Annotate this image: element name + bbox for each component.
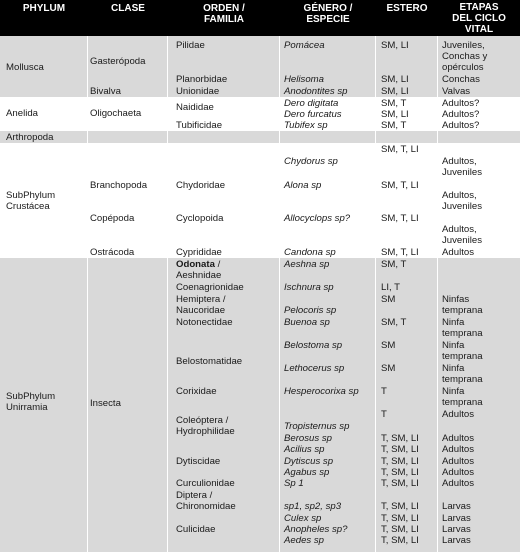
estero-sp1-sp2-sp3: T, SM, LI [381,501,419,512]
genus-candona: Candona sp [284,247,336,258]
etapa-allocyclops: Adultos, Juveniles [442,224,482,246]
estero-coleoptera: T [381,409,387,420]
genus-dero-furcatus: Dero furcatus [284,109,342,120]
genus-sp1-sp2-sp3: sp1, sp2, sp3 [284,501,342,512]
estero-pelocoris: SM [381,294,396,305]
etapa-anopheles: Larvas [442,524,471,535]
estero-alona: SM, T, LI [381,180,419,191]
family-naididae: Naididae [176,102,214,113]
genus-anodontites: Anodontites sp [284,86,348,97]
etapa-sp1: Adultos [442,478,474,489]
family-chydoridae: Chydoridae [176,180,226,191]
order-hemiptera: Hemiptera / [176,294,226,305]
class-ostracoda: Ostrácoda [90,247,135,258]
genus-berosus: Berosus sp [284,433,332,444]
table-header [0,0,520,36]
genus-ischnura: Ischnura sp [284,282,334,293]
family-cyclopoida: Cyclopoida [176,213,224,224]
etapa-coleoptera: Adultos [442,409,474,420]
etapa-culex: Larvas [442,513,471,524]
genus-acilius: Acilius sp [284,444,325,455]
genus-buenoa: Buenoa sp [284,317,330,328]
estero-candona: SM, T, LI [381,247,419,258]
estero-hesperocorixa: T [381,386,387,397]
etapa-pelocoris: Ninfas temprana [442,294,483,316]
genus-aedes: Aedes sp [284,535,325,546]
genus-sp1: Sp 1 [284,478,304,489]
estero-helisoma: SM, LI [381,74,409,85]
etapa-sp1-sp2-sp3: Larvas [442,501,471,512]
estero-aedes: T, SM, LI [381,535,419,546]
estero-tubifex: SM, T [381,120,407,131]
family-coenagrionidae: Coenagrionidae [176,282,244,293]
genus-chydorus: Chydorus sp [284,156,338,167]
etapa-lethocerus: Ninfa temprana [442,363,483,385]
family-tubificidae: Tubificidae [176,120,223,131]
estero-anopheles: T, SM, LI [381,524,419,535]
genus-alona: Alona sp [284,180,322,191]
genus-agabus: Agabus sp [284,467,330,478]
estero-pomacea: SM, LI [381,40,409,51]
family-belostomatidae: Belostomatidae [176,356,243,367]
family-unionidae: Unionidae [176,86,220,97]
etapa-helisoma: Conchas [442,74,480,85]
family-pilidae: Pilidae [176,40,205,51]
etapa-alona: Adultos, Juveniles [442,190,482,212]
family-cyprididae: Cyprididae [176,247,222,258]
genus-lethocerus: Lethocerus sp [284,363,345,374]
header-etapas: ETAPAS DEL CICLO VITAL [452,2,506,35]
genus-hesperocorixa: Hesperocorixa sp [284,386,359,397]
header-orden-familia: ORDEN / FAMILIA [203,3,245,25]
estero-dero-digitata: SM, T [381,98,407,109]
order-coleoptera: Coleóptera / [176,415,229,426]
class-bivalva: Bivalva [90,86,121,97]
column-divider [167,36,168,552]
etapa-candona: Adultos [442,247,474,258]
estero-sp1: T, SM, LI [381,478,419,489]
etapa-pomacea: Juveniles, Conchas y opérculos [442,40,488,73]
genus-dero-digitata: Dero digitata [284,98,339,109]
estero-buenoa: SM, T [381,317,407,328]
header-phylum: PHYLUM [22,3,66,14]
column-divider [437,36,438,552]
order-odonata: Odonata / [176,259,221,270]
family-hydrophilidae: Hydrophilidae [176,426,235,437]
column-divider [279,36,280,552]
phylum-anelida: Anelida [6,108,39,119]
genus-belostoma: Belostoma sp [284,340,343,351]
estero-belostoma: SM [381,340,396,351]
etapa-hesperocorixa: Ninfa temprana [442,386,483,408]
class-oligochaeta: Oligochaeta [90,108,142,119]
etapa-chydorus: Adultos, Juveniles [442,156,482,178]
estero-acilius: T, SM, LI [381,444,419,455]
estero-berosus: T, SM, LI [381,433,419,444]
subphylum-crustacea: SubPhylum Crustácea [6,190,56,212]
column-divider [375,36,376,552]
genus-dytiscus: Dytiscus sp [284,456,334,467]
etapa-dero-digitata: Adultos? [442,98,480,109]
estero-dytiscus: T, SM, LI [381,456,419,467]
family-corixidae: Corixidae [176,386,217,397]
etapa-anodontites: Valvas [442,86,471,97]
genus-tropisternus: Tropisternus sp [284,421,350,432]
family-chironomidae: Chironomidae [176,501,236,512]
class-gasteropoda: Gasterópoda [90,56,146,67]
etapa-dytiscus: Adultos [442,456,474,467]
estero-dero-furcatus: SM, LI [381,109,409,120]
genus-pelocoris: Pelocoris sp [284,305,337,316]
etapa-berosus: Adultos [442,433,474,444]
phylum-mollusca: Mollusca [6,62,44,73]
estero-ischnura: LI, T [381,282,401,293]
class-copepoda: Copépoda [90,213,135,224]
class-insecta: Insecta [90,398,121,409]
family-aeshnidae: Aeshnidae [176,270,222,281]
family-naucoridae: Naucoridae [176,305,226,316]
estero-lethocerus: SM [381,363,396,374]
genus-tubifex: Tubifex sp [284,120,328,131]
etapa-dero-furcatus: Adultos? [442,109,480,120]
class-branchopoda: Branchopoda [90,180,148,191]
column-divider [87,36,88,552]
estero-agabus: T, SM, LI [381,467,419,478]
genus-allocyclops: Allocyclops sp? [284,213,351,224]
estero-allocyclops: SM, T, LI [381,213,419,224]
etapa-belostoma: Ninfa temprana [442,340,483,362]
etapa-buenoa: Ninfa temprana [442,317,483,339]
etapa-aedes: Larvas [442,535,471,546]
family-notonectidae: Notonectidae [176,317,233,328]
genus-pomacea: Pomácea [284,40,325,51]
estero-culex: T, SM, LI [381,513,419,524]
family-dytiscidae: Dytiscidae [176,456,221,467]
family-curculionidae: Curculionidae [176,478,235,489]
genus-helisoma: Helisoma [284,74,324,85]
estero-aeshna: SM, T [381,259,407,270]
etapa-acilius: Adultos [442,444,474,455]
subphylum-unirramia: SubPhylum Unirramia [6,391,56,413]
family-planorbidae: Planorbidae [176,74,228,85]
header-genero-especie: GÉNERO / ESPECIE [303,3,353,25]
genus-culex: Culex sp [284,513,322,524]
etapa-agabus: Adultos [442,467,474,478]
phylum-arthropoda: Arthropoda [6,132,54,143]
estero-crustacea-top: SM, T, LI [381,144,419,155]
order-diptera: Diptera / [176,490,213,501]
estero-anodontites: SM, LI [381,86,409,97]
etapa-tubifex: Adultos? [442,120,480,131]
header-estero: ESTERO [386,3,428,14]
family-culicidae: Culicidae [176,524,216,535]
genus-aeshna: Aeshna sp [284,259,330,270]
group-band-arthropoda [0,131,520,143]
header-clase: CLASE [111,3,145,14]
genus-anopheles: Anopheles sp? [284,524,348,535]
